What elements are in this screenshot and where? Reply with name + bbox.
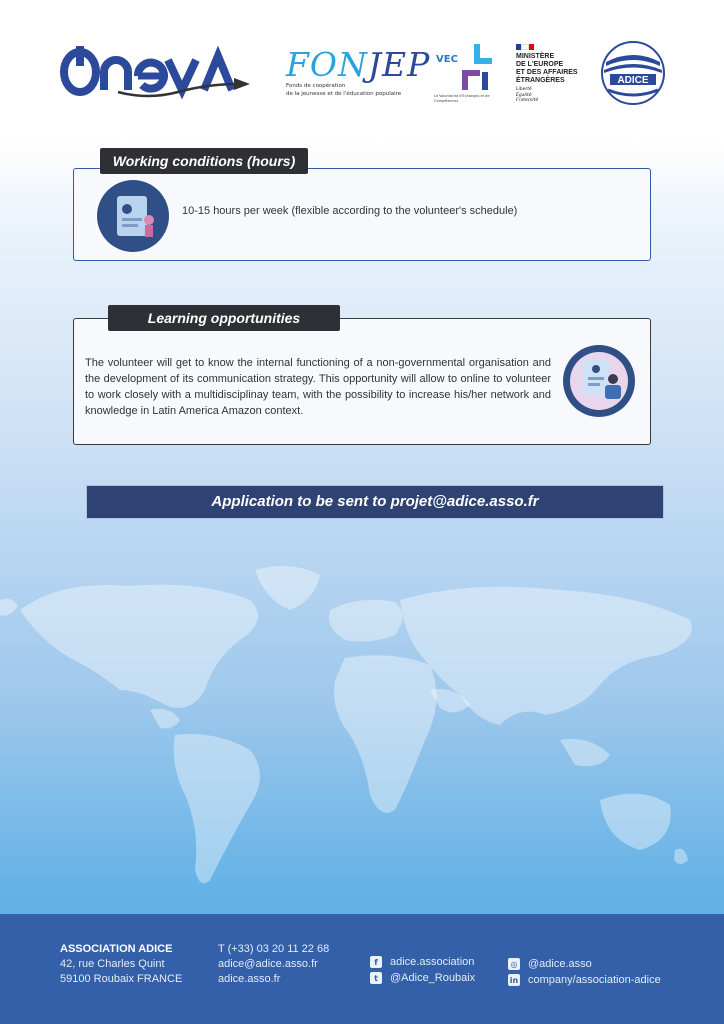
footer-address-line-1: 42, rue Charles Quint — [60, 958, 165, 970]
footer-org-name: ASSOCIATION ADICE — [60, 943, 173, 955]
working-hours-text: 10-15 hours per week (flexible according to the volunteer's schedule) — [182, 205, 518, 217]
world-map-illustration — [0, 540, 724, 914]
instagram-handle: @adice.asso — [528, 958, 592, 970]
ministry-motto-1: Liberté — [516, 87, 532, 92]
fonjep-title: FONJEP — [286, 45, 431, 84]
linkedin-icon: in — [509, 975, 519, 985]
working-conditions-title: Working conditions (hours) — [100, 148, 308, 174]
svg-text:ADICE: ADICE — [617, 75, 649, 86]
header — [0, 0, 724, 140]
ministry-logo — [516, 44, 594, 106]
footer-website-link[interactable]: adice.asso.fr — [218, 973, 281, 985]
linkedin-handle: company/association-adice — [528, 974, 661, 986]
instagram-link[interactable] — [508, 958, 592, 970]
oneva-logo — [58, 42, 258, 100]
learning-title: Learning opportunities — [108, 305, 340, 331]
fonjep-logo — [286, 45, 431, 104]
ministry-motto-2: Égalité — [516, 92, 532, 98]
vec-title: VEC — [436, 54, 458, 65]
facebook-icon: f — [370, 956, 382, 968]
vec-logo — [434, 44, 496, 106]
fonjep-subtitle-1: Fonds de coopération — [286, 83, 346, 89]
learning-text: The volunteer will get to know the internal functioning of a non-governmental organisation and the development of its communication strategy. This opportunity will allow to online to volunteer to work closely with a multidisciplinay team, with the possibility to increase his/her network and knowledge in Latin America Amazon context. — [85, 357, 551, 417]
footer-contact — [218, 942, 329, 987]
footer-phone: T (+33) 03 20 11 22 68 — [218, 943, 330, 955]
working-illustration-icon — [97, 180, 169, 252]
ministry-title-3: ET DES AFFAIRES — [516, 69, 578, 76]
twitter-handle: @Adice_Roubaix — [390, 972, 476, 984]
facebook-handle: adice.association — [390, 956, 475, 968]
twitter-icon: t — [370, 972, 382, 984]
footer-address-line-2: 59100 Roubaix FRANCE — [60, 973, 183, 985]
ministry-title-1: MINISTÈRE — [516, 53, 555, 60]
footer-address — [60, 942, 182, 987]
french-flag-icon — [516, 44, 534, 50]
footer-email-link[interactable]: adice@adice.asso.fr — [218, 958, 318, 970]
fonjep-subtitle-2: de la jeunesse et de l'éducation populaire — [286, 91, 402, 97]
facebook-link[interactable] — [370, 956, 474, 968]
application-banner: Application to be sent to projet@adice.asso.fr — [86, 485, 664, 519]
ministry-title-4: ÉTRANGÈRES — [516, 77, 565, 84]
adice-logo — [600, 40, 666, 106]
ministry-title-2: DE L'EUROPE — [516, 61, 564, 68]
instagram-icon: ◎ — [508, 958, 520, 970]
linkedin-link[interactable] — [508, 974, 661, 986]
learning-illustration-icon — [563, 345, 635, 417]
ministry-motto-3: Fraternité — [516, 98, 539, 103]
vec-subtitle: Le Volontariat d'Echanges et de Compétences — [434, 94, 490, 103]
twitter-link[interactable] — [370, 972, 475, 984]
